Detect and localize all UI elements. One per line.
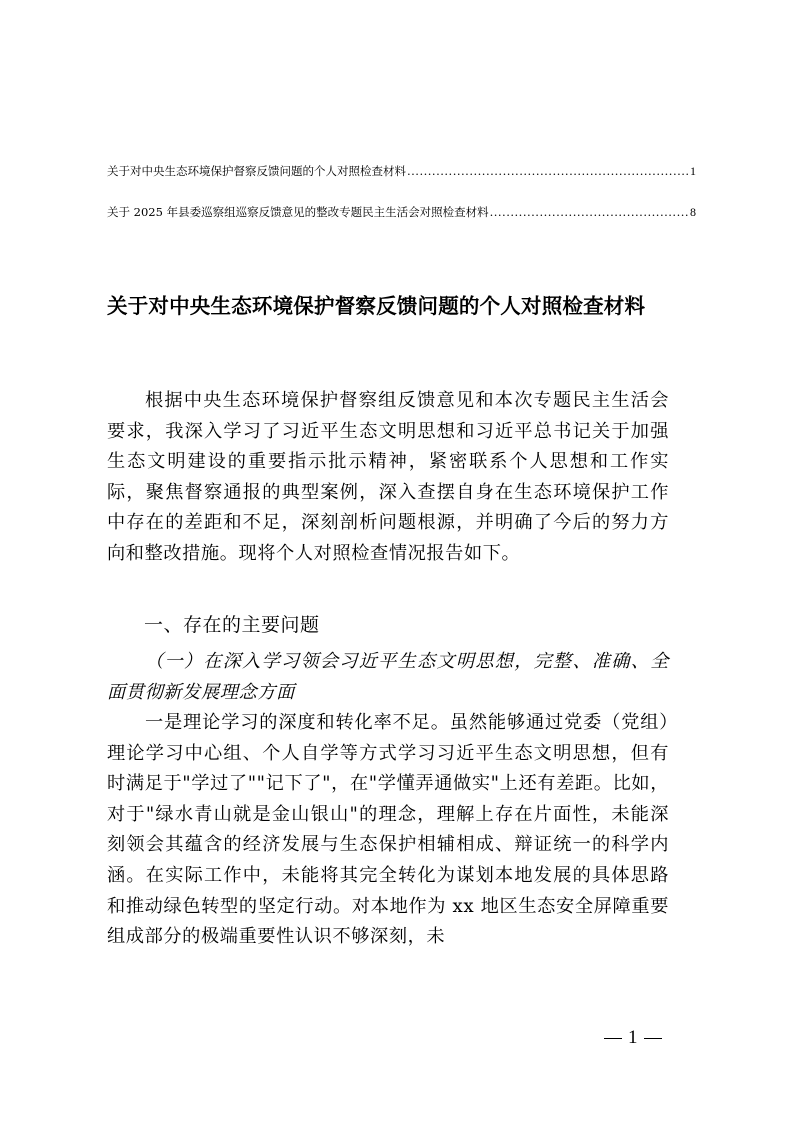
section-heading: 一、存在的主要问题 (144, 614, 320, 636)
toc-entry-page: 1 (690, 164, 696, 178)
toc-entry[interactable] (107, 163, 696, 179)
document-title: 关于对中央生态环境保护督察反馈问题的个人对照检查材料 (107, 294, 646, 318)
toc-entry[interactable] (107, 204, 696, 220)
toc-entry-title: 关于 2025 年县委巡察组巡察反馈意见的整改专题民主生活会对照检查材料 (107, 205, 489, 219)
page-number-value: 1 (628, 1027, 638, 1048)
subsection-heading: （一）在深入学习领会习近平生态文明思想，完整、准确、全面贯彻新发展理念方面 (107, 651, 669, 703)
toc-entry-page: 8 (690, 205, 696, 219)
page-number (598, 1027, 668, 1049)
toc-entry-title: 关于对中央生态环境保护督察反馈问题的个人对照检查材料 (107, 164, 406, 178)
dash-left (604, 1038, 622, 1039)
toc-dot-leader (407, 164, 689, 178)
toc-dot-leader (490, 205, 689, 219)
intro-paragraph: 根据中央生态环境保护督察组反馈意见和本次专题民主生活会要求，我深入学习了习近平生态文明思想和习近平总书记关于加强生态文明建设的重要指示批示精神，紧密联系个人思想和工作实际，聚焦督察通报的典型案例，深入查摆自身在生态环境保护工作中存在的差距和不足，深刻剖析问题根源，并明确了今后的努力方向和整改措施。现将个人对照检查情况报告如下。 (107, 390, 669, 564)
body-paragraph: 一是理论学习的深度和转化率不足。虽然能够通过党委（党组）理论学习中心组、个人自学等方式学习习近平生态文明思想，但有时满足于"学过了""记下了"，在"学懂弄通做实"上还有差距。比如，对于"绿水青山就是金山银山"的理念，理解上存在片面性，未能深刻领会其蕴含的经济发展与生态保护相辅相成、辩证统一的科学内涵。在实际工作中，未能将其完全转化为谋划本地发展的具体思路和推动绿色转型的坚定行动。对本地作为 xx 地区生态安全屏障重要组成部分的极端重要性认识不够深刻，未 (107, 712, 669, 948)
dash-right (644, 1038, 662, 1039)
